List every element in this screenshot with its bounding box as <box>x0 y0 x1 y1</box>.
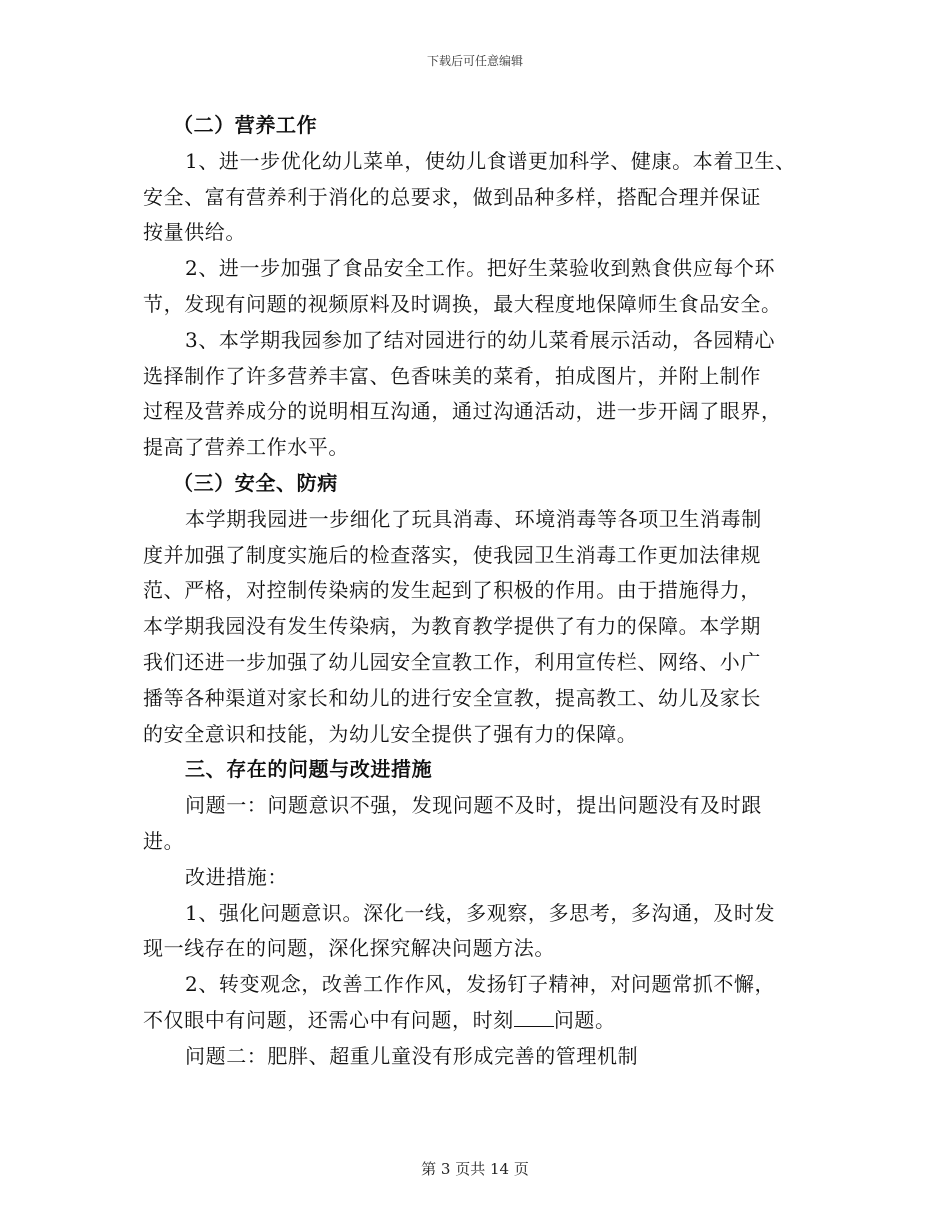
fill-in-blank <box>514 1008 554 1027</box>
paragraph-line: 问题一：问题意识不强，发现问题不及时，提出问题没有及时跟 <box>185 793 762 818</box>
section-heading-problems: 三、存在的问题与改进措施 <box>185 757 433 782</box>
page-footer: 第 3 页共 14 页 <box>421 1160 529 1178</box>
paragraph-line-with-blank <box>143 1003 833 1039</box>
paragraph-line: 3、本学期我园参加了结对园进行的幼儿菜肴展示活动，各园精心 <box>185 327 776 352</box>
paragraph-line: 改进措施： <box>185 864 288 889</box>
text-before-blank: 不仅眼中有问题，还需心中有问题，时刻 <box>143 1007 514 1032</box>
paragraph-line: 现一线存在的问题，深化探究解决问题方法。 <box>143 936 555 961</box>
paragraph-line: 2、转变观念，改善工作作风，发扬钉子精神，对问题常抓不懈， <box>185 972 776 997</box>
paragraph-line: 安全、富有营养利于消化的总要求，做到品种多样，搭配合理并保证 <box>143 184 761 209</box>
paragraph-line: 1、进一步优化幼儿菜单，使幼儿食谱更加科学、健康。本着卫生、 <box>185 148 796 173</box>
paragraph-line: 本学期我园没有发生传染病，为教育教学提供了有力的保障。本学期 <box>143 614 761 639</box>
paragraph-line: 问题二：肥胖、超重儿童没有形成完善的管理机制 <box>185 1043 639 1068</box>
paragraph-line: 2、进一步加强了食品安全工作。把好生菜验收到熟食供应每个环 <box>185 256 776 281</box>
section-heading-nutrition: （二）营养工作 <box>173 113 318 137</box>
paragraph-line: 1、强化问题意识。深化一线，多观察，多思考，多沟通，及时发 <box>185 900 776 925</box>
paragraph-line: 我们还进一步加强了幼儿园安全宣教工作，利用宣传栏、网络、小广 <box>143 649 761 674</box>
paragraph-line: 本学期我园进一步细化了玩具消毒、环境消毒等各项卫生消毒制 <box>185 506 762 531</box>
paragraph-line: 选择制作了许多营养丰富、色香味美的菜肴，拍成图片，并附上制作 <box>143 363 761 388</box>
paragraph-line: 的安全意识和技能，为幼儿安全提供了强有力的保障。 <box>143 721 638 746</box>
paragraph-line: 播等各种渠道对家长和幼儿的进行安全宣教，提高教工、幼儿及家长 <box>143 685 761 710</box>
paragraph-line: 度并加强了制度实施后的检查落实，使我园卫生消毒工作更加法律规 <box>143 542 761 567</box>
paragraph-line: 节，发现有问题的视频原料及时调换，最大程度地保障师生食品安全。 <box>143 291 782 316</box>
paragraph-line: 进。 <box>143 828 185 853</box>
page-header: 下载后可任意编辑 <box>426 54 523 68</box>
text-after-blank: 问题。 <box>553 1007 616 1032</box>
paragraph-line: 过程及营养成分的说明相互沟通，通过沟通活动，进一步开阔了眼界， <box>143 399 782 424</box>
paragraph-line: 范、严格，对控制传染病的发生起到了积极的作用。由于措施得力， <box>143 578 761 603</box>
section-heading-safety: （三）安全、防病 <box>173 470 338 495</box>
paragraph-line: 按量供给。 <box>143 220 246 245</box>
paragraph-line: 提高了营养工作水平。 <box>143 435 349 460</box>
document-body <box>143 108 833 1075</box>
